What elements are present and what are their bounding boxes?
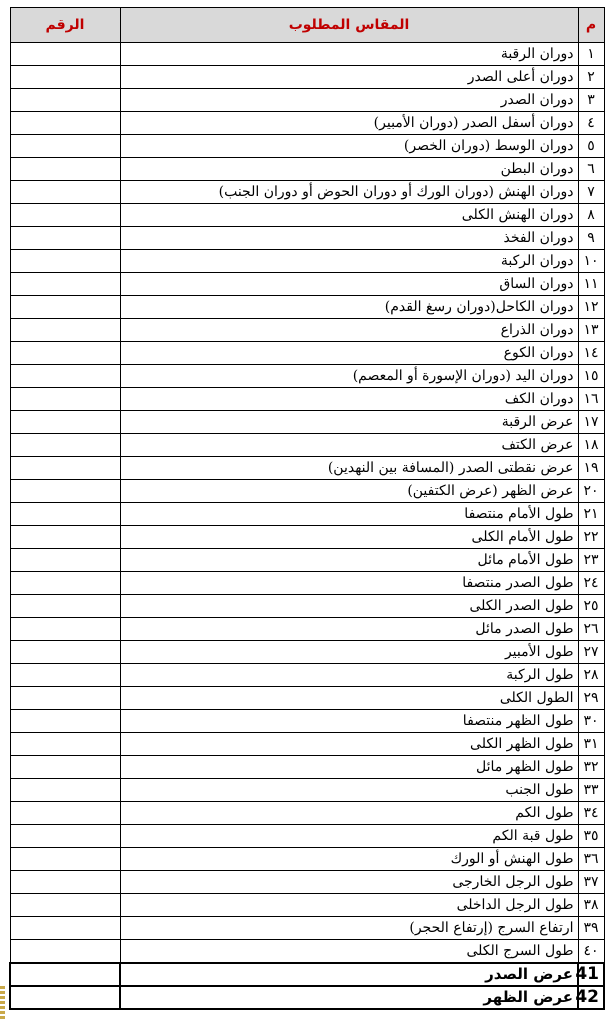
- row-number: ٢٢: [578, 526, 604, 549]
- row-number: ٢: [578, 66, 604, 89]
- table-row: [10, 917, 604, 940]
- row-number: ٤: [578, 112, 604, 135]
- measure-label: دوران الكوع: [120, 342, 578, 365]
- row-number: ١٣: [578, 319, 604, 342]
- row-number: ٢٤: [578, 572, 604, 595]
- table-row: [10, 664, 604, 687]
- measure-label: دوران الهنش (دوران الورك أو دوران الحوض أو دوران الجنب): [120, 181, 578, 204]
- row-number: ٢١: [578, 503, 604, 526]
- measure-label: دوران الذراع: [120, 319, 578, 342]
- measure-value-cell[interactable]: [10, 342, 120, 365]
- row-number: ٣٣: [578, 779, 604, 802]
- row-number: ١٢: [578, 296, 604, 319]
- row-number: ٣٩: [578, 917, 604, 940]
- row-number: ٧: [578, 181, 604, 204]
- header-index: م: [578, 8, 604, 43]
- measure-label: طول السرج الكلى: [120, 940, 578, 963]
- row-number: ١٥: [578, 365, 604, 388]
- measurement-sheet: [9, 7, 603, 1010]
- table-row: [10, 388, 604, 411]
- measure-label: دوران الكف: [120, 388, 578, 411]
- measure-value-cell[interactable]: [10, 526, 120, 549]
- table-row: [10, 158, 604, 181]
- measure-value-cell[interactable]: [10, 457, 120, 480]
- table-row: [10, 687, 604, 710]
- measure-value-cell[interactable]: [10, 940, 120, 963]
- row-number: ١: [578, 43, 604, 66]
- measure-value-cell[interactable]: [10, 411, 120, 434]
- measure-value-cell[interactable]: [10, 434, 120, 457]
- row-number: ٣٦: [578, 848, 604, 871]
- measure-value-cell[interactable]: [10, 549, 120, 572]
- table-row: [10, 43, 604, 66]
- measure-label: طول الأمام مائل: [120, 549, 578, 572]
- measure-label: طول الأمام منتصفا: [120, 503, 578, 526]
- table-row: [10, 848, 604, 871]
- header-value: الرقم: [10, 8, 120, 43]
- measure-value-cell[interactable]: [10, 848, 120, 871]
- table-row: [10, 802, 604, 825]
- table-row: [10, 618, 604, 641]
- table-row: [10, 940, 604, 963]
- measure-value-cell[interactable]: [10, 66, 120, 89]
- measure-label: دوران الركبة: [120, 250, 578, 273]
- row-number: ٢٧: [578, 641, 604, 664]
- measure-value-cell[interactable]: [10, 204, 120, 227]
- table-row: [10, 342, 604, 365]
- table-row: [10, 779, 604, 802]
- table-row: [10, 296, 604, 319]
- table-row: [10, 319, 604, 342]
- measurements-table: [9, 7, 605, 1010]
- measure-value-cell[interactable]: [10, 227, 120, 250]
- table-row: [10, 595, 604, 618]
- table-row: [10, 733, 604, 756]
- measure-label: دوران الفخذ: [120, 227, 578, 250]
- measure-label: دوران اليد (دوران الإسورة أو المعصم): [120, 365, 578, 388]
- measure-label: عرض الكتف: [120, 434, 578, 457]
- row-number: ٣٧: [578, 871, 604, 894]
- table-row: [10, 411, 604, 434]
- row-number: ٣: [578, 89, 604, 112]
- table-row: [10, 135, 604, 158]
- measure-value-cell[interactable]: [10, 572, 120, 595]
- table-row: [10, 181, 604, 204]
- table-row: [10, 825, 604, 848]
- row-number: ٦: [578, 158, 604, 181]
- measure-label: دوران الصدر: [120, 89, 578, 112]
- measure-label: طول الجنب: [120, 779, 578, 802]
- table-row: [10, 273, 604, 296]
- row-number: ١٩: [578, 457, 604, 480]
- row-number: ٣٠: [578, 710, 604, 733]
- measure-label: دوران الوسط (دوران الخصر): [120, 135, 578, 158]
- measure-label: طول الأمبير: [120, 641, 578, 664]
- row-number: ٢٥: [578, 595, 604, 618]
- row-number: ١١: [578, 273, 604, 296]
- measure-label: دوران الهنش الكلى: [120, 204, 578, 227]
- measure-value-cell[interactable]: [10, 664, 120, 687]
- table-body: [10, 43, 604, 1009]
- measure-value-cell[interactable]: [10, 89, 120, 112]
- measure-label: طول الكم: [120, 802, 578, 825]
- row-number: ٣٢: [578, 756, 604, 779]
- measure-label: دوران البطن: [120, 158, 578, 181]
- table-row: [10, 756, 604, 779]
- page-edge-mark: [0, 986, 5, 1020]
- measure-value-cell[interactable]: [10, 319, 120, 342]
- table-row: [10, 434, 604, 457]
- measure-value-cell[interactable]: [10, 756, 120, 779]
- measure-label: عرض الرقبة: [120, 411, 578, 434]
- measure-value-cell[interactable]: [10, 135, 120, 158]
- measure-value-cell[interactable]: [10, 963, 120, 986]
- measure-value-cell[interactable]: [10, 986, 120, 1009]
- table-row: [10, 250, 604, 273]
- table-row: [10, 503, 604, 526]
- measure-label: دوران الساق: [120, 273, 578, 296]
- measure-value-cell[interactable]: [10, 687, 120, 710]
- row-number: ٥: [578, 135, 604, 158]
- measure-value-cell[interactable]: [10, 710, 120, 733]
- table-row: [10, 871, 604, 894]
- measure-label: طول الظهر مائل: [120, 756, 578, 779]
- table-row-bold: [10, 963, 604, 986]
- measure-value-cell[interactable]: [10, 365, 120, 388]
- measure-value-cell[interactable]: [10, 43, 120, 66]
- table-header: [10, 8, 604, 43]
- measure-label: طول الهنش أو الورك: [120, 848, 578, 871]
- table-row: [10, 365, 604, 388]
- row-number: ٣٨: [578, 894, 604, 917]
- measure-value-cell[interactable]: [10, 296, 120, 319]
- table-row-bold: [10, 986, 604, 1009]
- measure-value-cell[interactable]: [10, 480, 120, 503]
- measure-value-cell[interactable]: [10, 181, 120, 204]
- table-row: [10, 549, 604, 572]
- table-row: [10, 641, 604, 664]
- measure-label: عرض الظهر: [120, 986, 578, 1009]
- table-row: [10, 204, 604, 227]
- measure-label: الطول الكلى: [120, 687, 578, 710]
- table-row: [10, 66, 604, 89]
- measure-value-cell[interactable]: [10, 825, 120, 848]
- measure-value-cell[interactable]: [10, 158, 120, 181]
- measure-label: طول الظهر الكلى: [120, 733, 578, 756]
- row-number: 41: [578, 963, 604, 986]
- table-row: [10, 89, 604, 112]
- measure-value-cell[interactable]: [10, 733, 120, 756]
- table-row: [10, 480, 604, 503]
- measure-value-cell[interactable]: [10, 388, 120, 411]
- row-number: ٢٦: [578, 618, 604, 641]
- measure-label: طول الصدر مائل: [120, 618, 578, 641]
- row-number: ٣٥: [578, 825, 604, 848]
- measure-value-cell[interactable]: [10, 641, 120, 664]
- measure-label: دوران الكاحل(دوران رسغ القدم): [120, 296, 578, 319]
- table-row: [10, 572, 604, 595]
- table-row: [10, 227, 604, 250]
- row-number: ١٧: [578, 411, 604, 434]
- row-number: ٢٠: [578, 480, 604, 503]
- measure-label: طول الرجل الداخلى: [120, 894, 578, 917]
- measure-value-cell[interactable]: [10, 894, 120, 917]
- row-number: ٢٣: [578, 549, 604, 572]
- measure-label: طول الأمام الكلى: [120, 526, 578, 549]
- header-measure: المقاس المطلوب: [120, 8, 578, 43]
- measure-label: دوران الرقبة: [120, 43, 578, 66]
- row-number: ١٤: [578, 342, 604, 365]
- row-number: ١٨: [578, 434, 604, 457]
- table-row: [10, 710, 604, 733]
- measure-value-cell[interactable]: [10, 618, 120, 641]
- row-number: ١٠: [578, 250, 604, 273]
- measure-label: عرض الظهر (عرض الكتفين): [120, 480, 578, 503]
- row-number: ٢٩: [578, 687, 604, 710]
- row-number: ٢٨: [578, 664, 604, 687]
- measure-label: ارتفاع السرج (إرتفاع الحجر): [120, 917, 578, 940]
- row-number: ٣١: [578, 733, 604, 756]
- table-row: [10, 457, 604, 480]
- table-row: [10, 894, 604, 917]
- row-number: 42: [578, 986, 604, 1009]
- table-row: [10, 112, 604, 135]
- row-number: ٩: [578, 227, 604, 250]
- measure-label: دوران أعلى الصدر: [120, 66, 578, 89]
- row-number: ٤٠: [578, 940, 604, 963]
- measure-value-cell[interactable]: [10, 250, 120, 273]
- measure-label: طول الصدر منتصفا: [120, 572, 578, 595]
- measure-label: طول الظهر منتصفا: [120, 710, 578, 733]
- measure-value-cell[interactable]: [10, 503, 120, 526]
- row-number: ١٦: [578, 388, 604, 411]
- measure-value-cell[interactable]: [10, 802, 120, 825]
- measure-label: طول قبة الكم: [120, 825, 578, 848]
- table-row: [10, 526, 604, 549]
- measure-value-cell[interactable]: [10, 871, 120, 894]
- measure-label: عرض نقطتى الصدر (المسافة بين النهدين): [120, 457, 578, 480]
- row-number: ٨: [578, 204, 604, 227]
- measure-label: دوران أسفل الصدر (دوران الأمبير): [120, 112, 578, 135]
- measure-label: طول الصدر الكلى: [120, 595, 578, 618]
- measure-value-cell[interactable]: [10, 112, 120, 135]
- row-number: ٣٤: [578, 802, 604, 825]
- measure-value-cell[interactable]: [10, 595, 120, 618]
- measure-value-cell[interactable]: [10, 273, 120, 296]
- measure-label: طول الركبة: [120, 664, 578, 687]
- measure-value-cell[interactable]: [10, 779, 120, 802]
- measure-label: طول الرجل الخارجى: [120, 871, 578, 894]
- measure-value-cell[interactable]: [10, 917, 120, 940]
- measure-label: عرض الصدر: [120, 963, 578, 986]
